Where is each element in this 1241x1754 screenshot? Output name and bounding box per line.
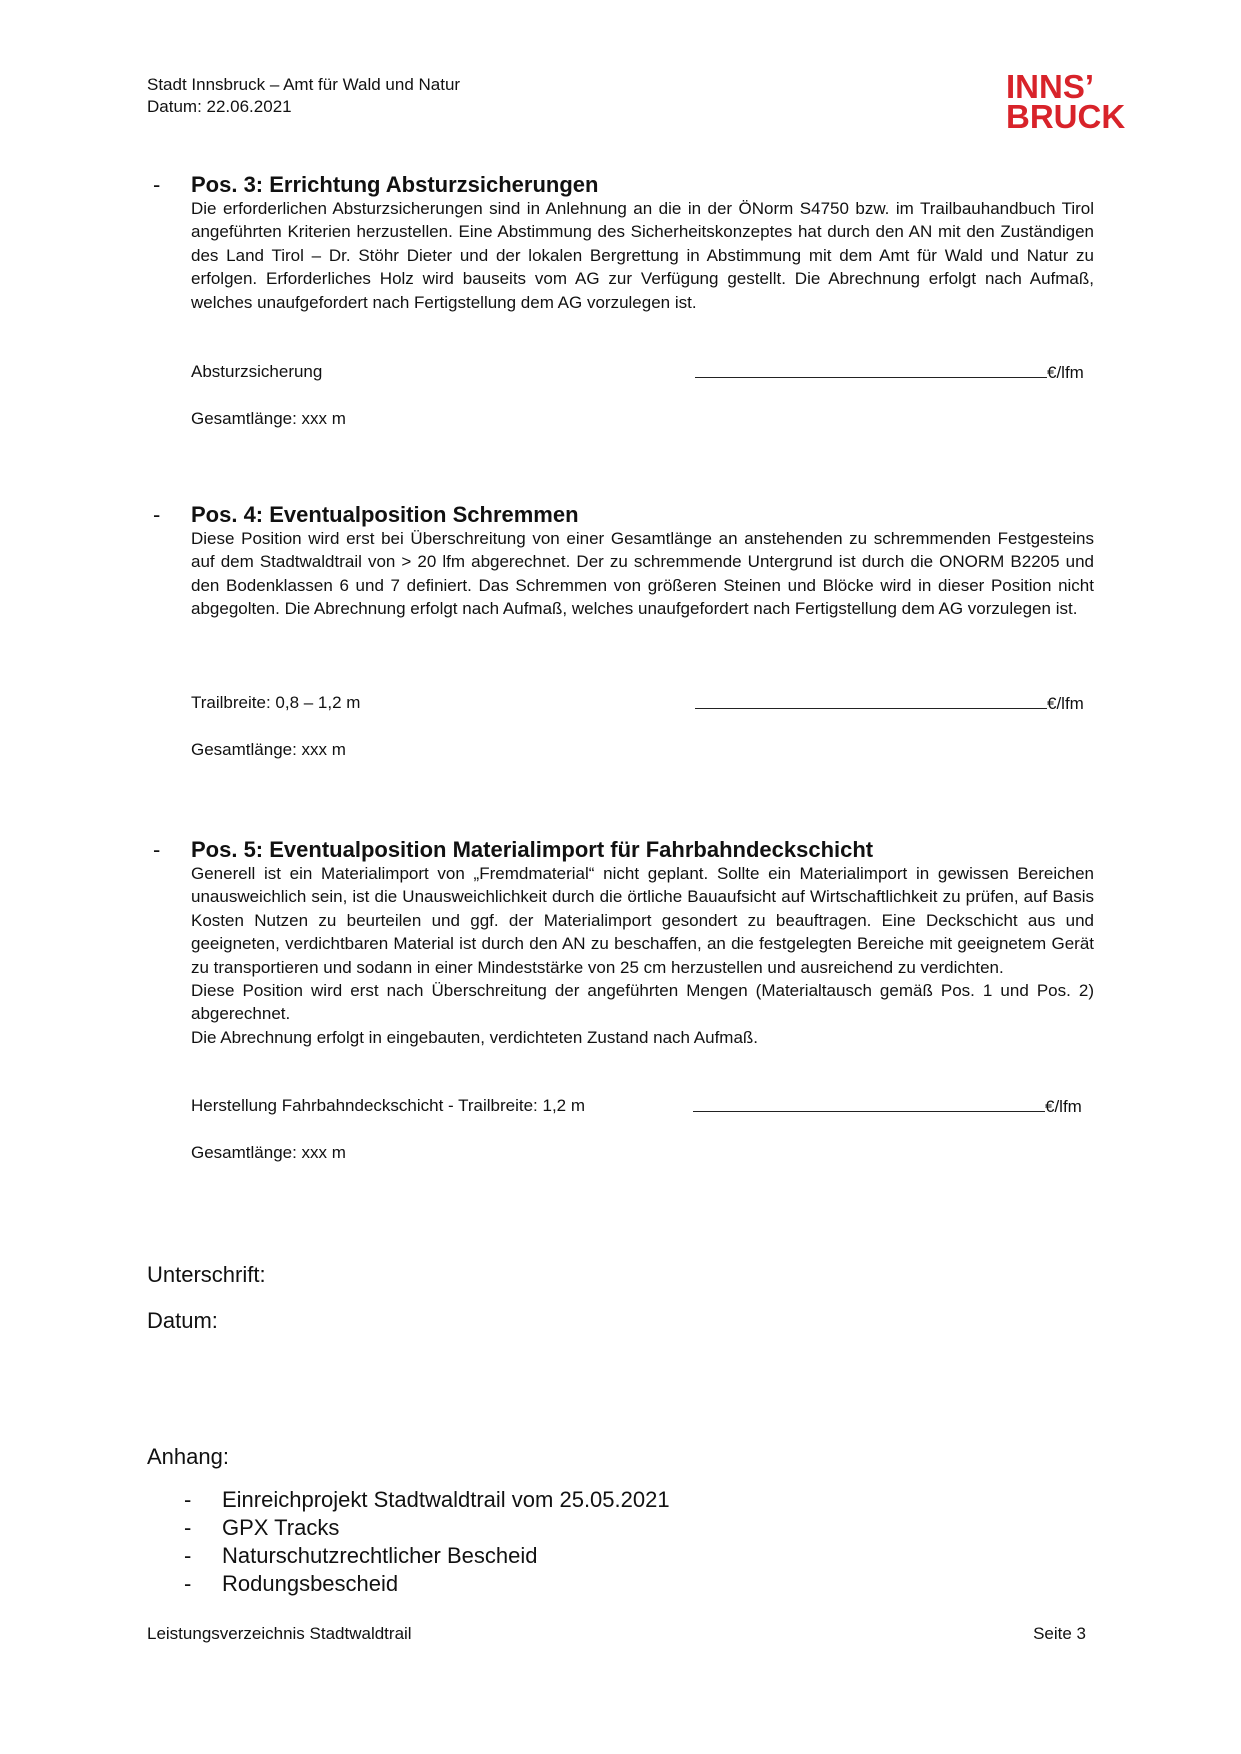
pos-5-paragraph-1: Generell ist ein Materialimport von „Fremdmaterial“ nicht geplant. Sollte ein Materialimport in gewissen Bereichen unausweichlich sein, ist die Unausweichlichkeit durch die örtliche Bauaufsicht auf Wirtschaftlichkeit zu prüfen, auf Basis Kosten Nutzen zu beurteilen und ggf. der Materialimport gesondert zu beauftragen. Eine Deckschicht aus und geeigneten, verdichtbaren Material ist durch den AN zu beschaffen, an die festgelegten Bereiche mit geeignetem Gerät zu transportieren und sodann in einer Mindeststärke von 25 cm herzustellen und ausreichend zu verdichten. (191, 864, 1094, 977)
pos-3-title: Pos. 3: Errichtung Absturzsicherungen (191, 172, 599, 197)
pos-5-paragraph-3: Die Abrechnung erfolgt in eingebauten, verdichteten Zustand nach Aufmaß. (191, 1027, 759, 1047)
footer-page-number: Seite 3 (1033, 1624, 1086, 1643)
pos-4-total-length: Gesamtlänge: xxx m (191, 740, 346, 759)
header-date: Datum: 22.06.2021 (147, 97, 292, 116)
annex-item-dash: - (184, 1571, 192, 1596)
signature-date-label: Datum: (147, 1308, 218, 1333)
signature-label: Unterschrift: (147, 1262, 266, 1287)
pos-4-dash: - (153, 502, 161, 527)
annex-item: Einreichprojekt Stadtwaldtrail vom 25.05.2021 (222, 1487, 670, 1512)
pos-5-dash: - (153, 837, 161, 862)
pos-4-price-field (695, 692, 1084, 715)
price-blank-line (695, 692, 1047, 709)
pos-3-paragraph: Die erforderlichen Absturzsicherungen sind in Anlehnung an die in der ÖNorm S4750 bzw. im Trailbauhandbuch Tirol angeführten Kriterien herzustellen. Eine Abstimmung des Sicherheitskonzeptes hat durch den AN mit den Zuständigen des Land Tirol – Dr. Stöhr Dieter und der lokalen Bergrettung in Abstimmung mit dem Amt für Wald und Natur zu erfolgen. Erforderliches Holz wird bauseits vom AG zur Verfügung gestellt. Die Abrechnung erfolgt nach Aufmaß, welches unaufgefordert nach Fertigstellung dem AG vorzulegen ist. (191, 199, 1094, 312)
pos-3-item-label: Absturzsicherung (191, 362, 323, 381)
pos-5-total-length: Gesamtlänge: xxx m (191, 1143, 346, 1162)
pos-3-total-length: Gesamtlänge: xxx m (191, 409, 346, 428)
logo-line-2: BRUCK (1006, 98, 1126, 135)
pos-3-description (191, 197, 1094, 314)
annex-title: Anhang: (147, 1444, 229, 1469)
pos-4-unit: €/lfm (1047, 694, 1084, 713)
pos-5-price-field (693, 1095, 1082, 1118)
annex-item-dash: - (184, 1543, 192, 1568)
annex-item: Naturschutzrechtlicher Bescheid (222, 1543, 538, 1568)
annex-item-dash: - (184, 1515, 192, 1540)
pos-5-unit: €/lfm (1045, 1097, 1082, 1116)
pos-4-title: Pos. 4: Eventualposition Schremmen (191, 502, 579, 527)
pos-5-description (191, 862, 1094, 1049)
pos-3-dash: - (153, 172, 161, 197)
pos-4-description (191, 527, 1094, 621)
annex-item: GPX Tracks (222, 1515, 340, 1540)
header-organisation: Stadt Innsbruck – Amt für Wald und Natur (147, 75, 461, 94)
pos-4-item-label: Trailbreite: 0,8 – 1,2 m (191, 693, 361, 712)
footer-document-title: Leistungsverzeichnis Stadtwaldtrail (147, 1624, 412, 1643)
price-blank-line (695, 361, 1047, 378)
pos-4-paragraph: Diese Position wird erst bei Überschreitung von einer Gesamtlänge an anstehenden zu schremmenden Festgesteins auf dem Stadtwaldtrail von > 20 lfm abgerechnet. Der zu schremmende Untergrund ist durch die ONORM B2205 und den Bodenklassen 6 und 7 definiert. Das Schremmen von größeren Steinen und Blöcke wird in dieser Position nicht abgegolten. Die Abrechnung erfolgt nach Aufmaß, welches unaufgefordert nach Fertigstellung dem AG vorzulegen ist. (191, 529, 1094, 619)
annex-item: Rodungsbescheid (222, 1571, 399, 1596)
logo-line-1: INNS’ (1006, 68, 1095, 105)
pos-3-price-field (695, 361, 1084, 384)
pos-5-title: Pos. 5: Eventualposition Materialimport für Fahrbahndeckschicht (191, 837, 874, 862)
pos-5-paragraph-2: Diese Position wird erst nach Überschreitung der angeführten Mengen (Materialtausch gemäß Pos. 1 und Pos. 2) abgerechnet. (191, 981, 1094, 1024)
pos-3-unit: €/lfm (1047, 363, 1084, 382)
innsbruck-logo (1006, 68, 1130, 135)
pos-5-item-label: Herstellung Fahrbahndeckschicht - Trailbreite: 1,2 m (191, 1096, 586, 1115)
annex-item-dash: - (184, 1487, 192, 1512)
price-blank-line (693, 1095, 1045, 1112)
